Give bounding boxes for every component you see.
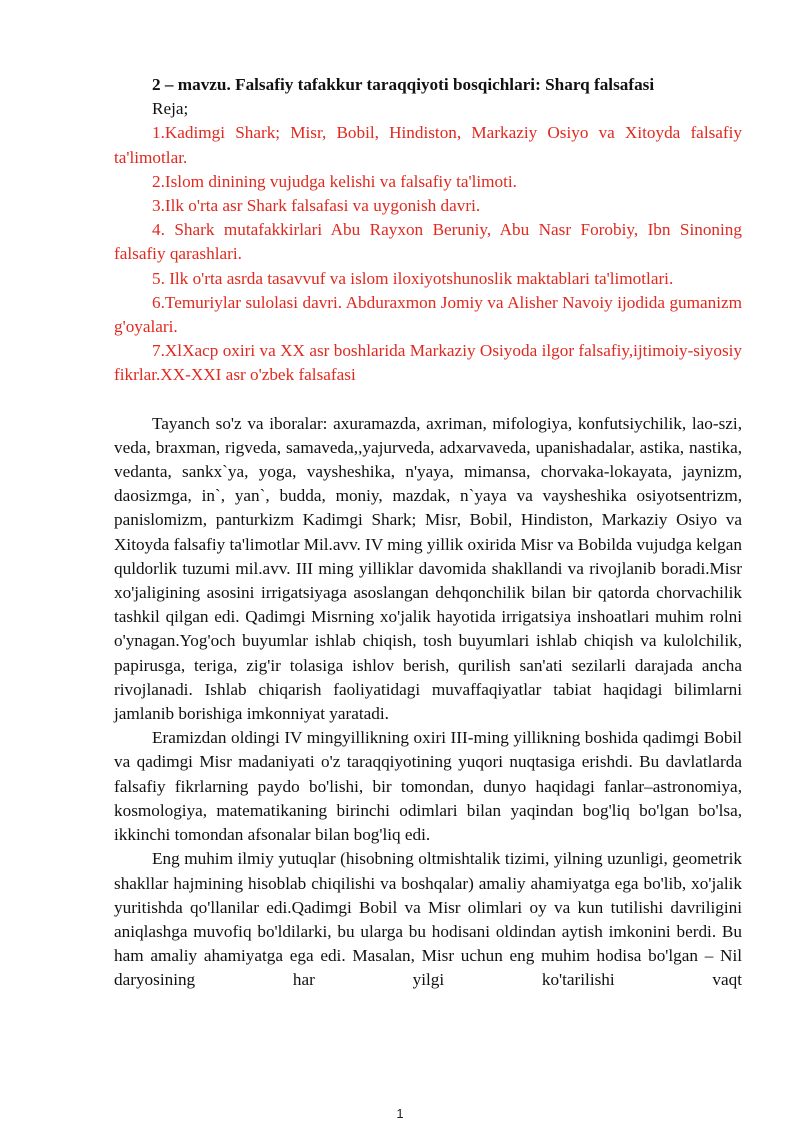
plan-item-7: 7.XlXacp oxiri va XX asr boshlarida Markaziy Osiyoda ilgor falsafiy,ijtimoiy-siyosiy fikrlar.XX-XXI asr o'zbek falsafasi <box>114 341 742 385</box>
plan-item-4: 4. Shark mutafakkirlari Abu Rayxon Beruniy, Abu Nasr Forobiy, Ibn Sinoning falsafiy qarashlari. <box>114 220 742 264</box>
plan-item-2: 2.Islom dinining vujudga kelishi va falsafiy ta'limoti. <box>152 171 517 191</box>
plan-item-5: 5. Ilk o'rta asrda tasavvuf va islom iloxiyotshunoslik maktablari ta'limotlari. <box>152 268 674 288</box>
paragraph-key-terms: Tayanch so'z va iboralar: axuramazda, axriman, mifologiya, konfutsiychilik, lao-szi, veda, braxman, rigveda, samaveda,,yajurveda, adxarvaveda, upanishadalar, astika, nastika, vedanta, sankx`ya, yoga, vaysheshika, n'yaya, mimansa, chorvaka-lokayata, jaynizm, daosizmga, in`, yan`, budda, moniy, mazdak, n`yaya va vaysheshika osiyotsentrizm, panislomizm, panturkizm Kadimgi Shark; Misr, Bobil, Hindiston, Markaziy Osiyo va Xitoyda falsafiy ta'limotlar Mil.avv. IV ming yillik oxirida Misr va Bobilda vujudga kelgan quldorlik tuzumi mil.avv. III ming yilliklar davomida shakllandi va rivojlanib boradi.Misr xo'jaligining asosini irrigatsiyaga asoslangan dehqonchilik bilan bir qatorda chorvachilik tashkil qilgan edi. Qadimgi Misrning xo'jalik hayotida irrigatsiya inshoatlari muhim rolni o'ynagan.Yog'och buyumlar ishlab chiqish, tosh buyumlari ishlab chiqish va kulolchilik, papirusga, teriga, zig'ir tolasiga ishlov berish, qurilish san'ati sezilarli darajada ancha rivojlanadi. Ishlab chiqarish faoliyatidagi muvaffaqiyatlar tabiat haqidagi bilimlarni jamlanib borishiga imkonniyat yaratadi. <box>114 413 742 724</box>
plan-item-1: 1.Kadimgi Shark; Misr, Bobil, Hindiston, Markaziy Osiyo va Xitoyda falsafiy ta'limotlar. <box>114 123 742 167</box>
plan-label: Reja; <box>152 99 189 119</box>
page-number: 1 <box>396 1106 404 1121</box>
paragraph-babylon-egypt: Eramizdan oldingi IV mingyillikning oxiri III-ming yillikning boshida qadimgi Bobil va qadimgi Misr madaniyati o'z taraqqiyotining yuqori nuqtasiga erishdi. Bu davlatlarda falsafiy fikrlarning paydo bo'lishi, bir tomondan, dunyo haqidagi fanlar–astronomiya, kosmologiya, matematikaning birinchi odimlari bilan yaqindan bog'liq bo'lgan bo'lsa, ikkinchi tomondan afsonalar bilan bog'liq edi. <box>114 728 742 845</box>
section-spacer <box>114 388 742 412</box>
paragraph-scientific-achievements: Eng muhim ilmiy yutuqlar (hisobning oltmishtalik tizimi, yilning uzunligi, geometrik shakllar hajmining hisoblab chiqilishi va boshqalar) amaliy ahamiyatga ega bo'lib, xo'jalik yuritishda qo'llanilar edi.Qadimgi Bobil va Misr olimlari oy va kun tutilishi davriligini aniqlashga muvofiq bo'ldilarki, bu ularga bu hodisani oldindan aytish imkonini berdi. Bu ham amaliy ahamiyatga ega edi. Masalan, Misr uchun eng muhim hodisa bo'lgan – Nil daryosining har yilgi ko'tarilishi vaqt <box>114 849 742 990</box>
plan-item-3: 3.Ilk o'rta asr Shark falsafasi va uygonish davri. <box>152 196 481 216</box>
page-content <box>114 73 742 993</box>
page-title: 2 – mavzu. Falsafiy tafakkur taraqqiyoti bosqichlari: Sharq falsafasi <box>152 75 655 94</box>
plan-item-6: 6.Temuriylar sulolasi davri. Abduraxmon Jomiy va Alisher Navoiy ijodida gumanizm g'oyalari. <box>114 292 742 337</box>
